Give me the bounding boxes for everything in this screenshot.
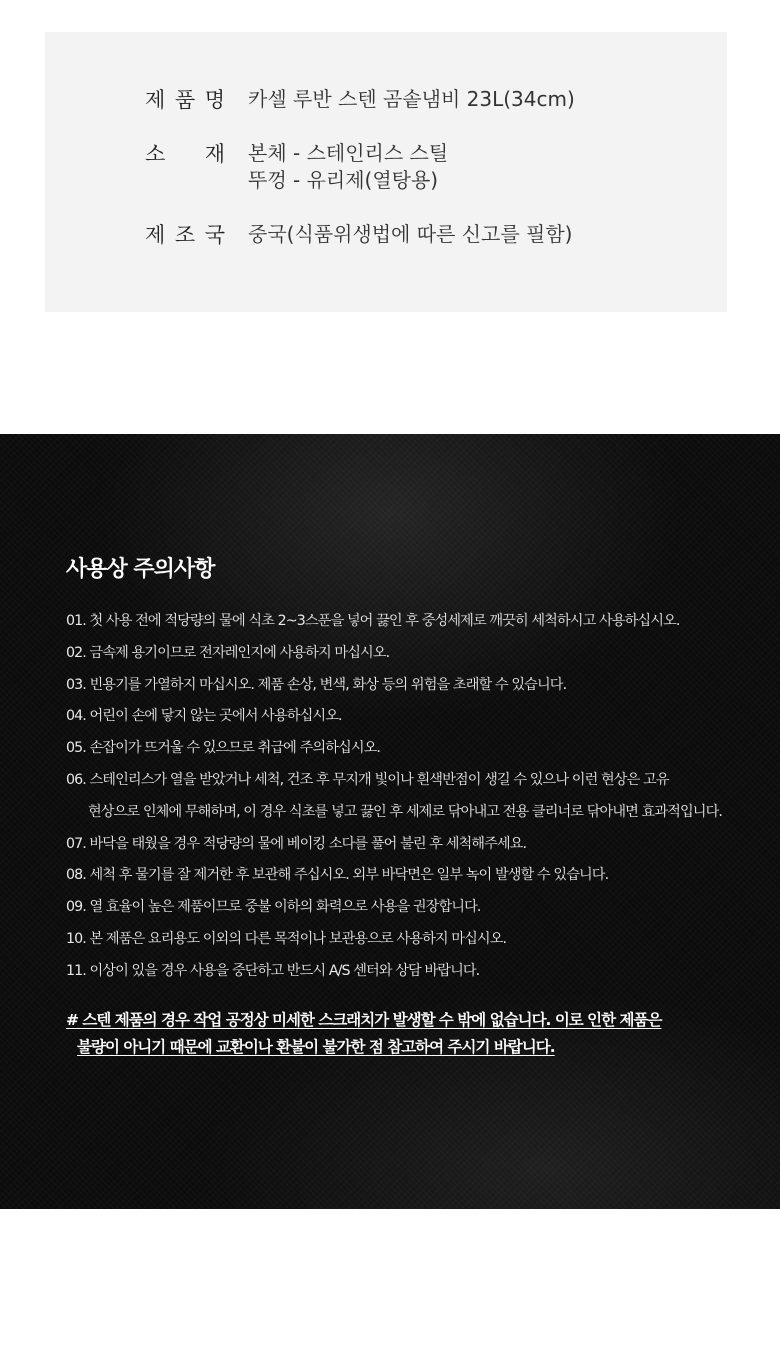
caution-item-text: 08. 세척 후 물기를 잘 제거한 후 보관해 주십시오. 외부 바닥면은 일부 녹이 발생할 수 있습니다. <box>66 867 609 884</box>
spec-label-material <box>145 139 225 169</box>
caution-item-text: 09. 열 효율이 높은 제품이므로 중불 이하의 화력으로 사용을 권장합니다. <box>66 899 481 916</box>
spec-value-material <box>248 140 448 194</box>
caution-item <box>66 701 726 733</box>
caution-item <box>66 956 726 988</box>
caution-item-text: 05. 손잡이가 뜨거울 수 있으므로 취급에 주의하십시오. <box>66 740 381 757</box>
caution-title: 사용상 주의사항 <box>66 557 215 582</box>
caution-item-continuation: 현상으로 인체에 무해하며, 이 경우 식초를 넣고 끓인 후 세제로 닦아내고 전용 클리너로 닦아내면 효과적입니다. <box>88 803 722 820</box>
caution-item-text: 01. 첫 사용 전에 적당량의 물에 식초 2~3스푼을 넣어 끓인 후 중성세제로 깨끗히 세척하시고 사용하십시오. <box>66 613 680 629</box>
caution-item <box>66 892 726 924</box>
spec-label-char: 제 <box>145 88 166 112</box>
caution-item <box>66 860 726 892</box>
caution-item <box>66 670 726 702</box>
spec-value-line: 본체 - 스테인리스 스틸 <box>248 141 449 165</box>
scratch-notice <box>66 1007 726 1061</box>
caution-item-text: 10. 본 제품은 요리용도 이외의 다른 목적이나 보관용으로 사용하지 마십시오. <box>66 930 507 947</box>
spec-label-char: 소 <box>145 142 166 166</box>
spec-value-line: 뚜껑 - 유리제(열탕용) <box>248 168 439 192</box>
caution-item-text: 02. 금속제 용기이므로 전자레인지에 사용하지 마십시오. <box>66 644 390 661</box>
spec-label-origin <box>145 220 225 250</box>
caution-item <box>66 765 726 829</box>
caution-item <box>66 638 726 670</box>
caution-item-text: 04. 어린이 손에 닿지 않는 곳에서 사용하십시오. <box>66 708 342 725</box>
spec-value-line: 중국(식품위생법에 따른 신고를 필함) <box>248 222 573 246</box>
caution-item <box>66 924 726 956</box>
scratch-notice-line: # 스텐 제품의 경우 작업 공정상 미세한 스크래치가 발생할 수 밖에 없습니다. 이로 인한 제품은 <box>66 1011 662 1029</box>
spec-label-char: 재 <box>204 142 225 166</box>
product-spec-box <box>45 32 727 312</box>
spec-value-origin <box>248 221 572 248</box>
spec-label-char: 국 <box>204 223 225 247</box>
caution-section <box>0 434 780 1209</box>
caution-item-text: 11. 이상이 있을 경우 사용을 중단하고 반드시 A/S 센터와 상담 바랍니다. <box>66 962 480 979</box>
caution-item <box>66 606 726 638</box>
scratch-notice-line: 불량이 아니기 때문에 교환이나 환불이 불가한 점 참고하여 주시기 바랍니다. <box>77 1038 555 1056</box>
caution-item-text: 03. 빈용기를 가열하지 마십시오. 제품 손상, 변색, 화상 등의 위험을 초래할 수 있습니다. <box>66 676 567 693</box>
spec-value-line: 카셀 루반 스텐 곰솥냄비 23L(34cm) <box>248 87 575 111</box>
caution-item <box>66 829 726 861</box>
caution-item-text: 07. 바닥을 태웠을 경우 적당량의 물에 베이킹 소다를 풀어 불린 후 세척해주세요. <box>66 835 527 852</box>
spec-label-char: 제 <box>145 223 166 247</box>
spec-value-product-name <box>248 86 575 113</box>
spec-label-char: 조 <box>174 223 196 247</box>
spec-label-product-name <box>145 85 225 115</box>
spec-label-char: 품 <box>174 88 196 112</box>
caution-item-text: 06. 스테인리스가 열을 받았거나 세척, 건조 후 무지개 빛이나 흰색반점이 생길 수 있으나 이런 현상은 고유 <box>66 771 669 788</box>
spec-label-char: 명 <box>204 88 225 112</box>
caution-item <box>66 733 726 765</box>
caution-list <box>66 606 726 988</box>
